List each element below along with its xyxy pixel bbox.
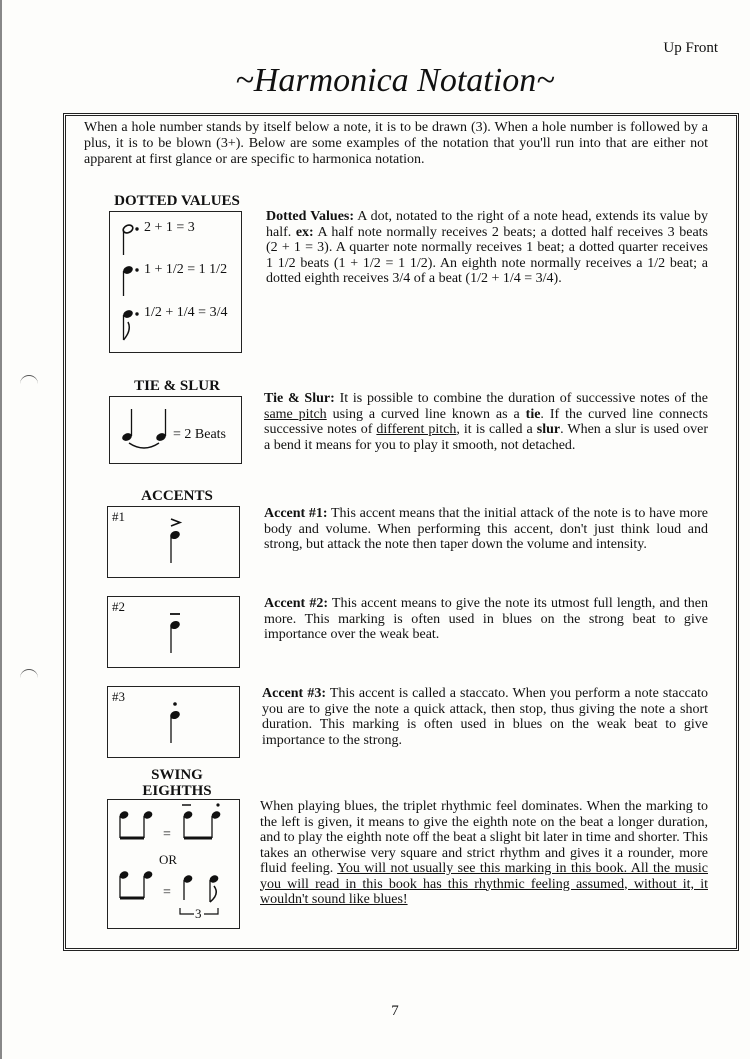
swing-title-line: EIGHTHS xyxy=(142,783,212,799)
swing-equals-sign: = xyxy=(163,827,171,842)
tie-slur-title: TIE & SLUR xyxy=(134,378,220,394)
accent-2-text: This accent means to give the note its utmost full length, and then more. This marking is often used in blues on the strong beat to give importance over the weak beat. xyxy=(264,596,708,642)
swing-eighths-description xyxy=(260,799,708,908)
accent-3-heading: Accent #3: xyxy=(262,686,326,701)
same-pitch-term: same pitch xyxy=(264,406,327,422)
tie-desc-text: . When a slur is used over a bend it means for you to play it smooth, not detached. xyxy=(264,422,709,453)
accent-3-description xyxy=(262,686,708,748)
intro-paragraph: When a hole number stands by itself below a note, it is to be drawn (3). When a hole number is followed by a plus, it is to be blown (3+). Below are some examples of the notation that you'll run into that are either not apparent at first glance or are specific to harmonica notation. xyxy=(84,120,708,167)
accent-2-label: #2 xyxy=(112,599,125,614)
tie-slur-description xyxy=(264,391,708,453)
swing-eighths-title xyxy=(104,767,250,799)
dotted-values-heading: Dotted Values: xyxy=(266,209,355,224)
swing-desc-emphasis: You will not usually see this marking in this book. All the music you will read in this book has this rhythmic feeling assumed, without it, it wouldn't sound like blues! xyxy=(260,861,709,907)
accent-3-label: #3 xyxy=(112,689,125,704)
page-number: 7 xyxy=(391,1003,399,1019)
swing-or-label: OR xyxy=(159,852,178,867)
accent-1-text: This accent means that the initial attack of the note is to have more body and volume. When performing this accent, don't just think loud and strong, but attack the note then taper down the volume and intensity. xyxy=(264,506,708,552)
tie-term: tie xyxy=(525,406,541,422)
dotted-desc-text: A dot, notated to the right of a note head, extends its value by half. xyxy=(266,209,708,240)
tie-desc-text: using a curved line known as a xyxy=(326,406,526,422)
swing-eighths-box xyxy=(107,799,240,929)
running-header: Up Front xyxy=(663,40,718,56)
accents-title: ACCENTS xyxy=(141,488,213,504)
accent-3-text: This accent is called a staccato. When you perform a note staccato you are to give the note a quick attack, then stop, thus giving the note a short duration. This marking is often used in blues on the weak beat to give importance to the strong. xyxy=(262,686,708,748)
swing-equals-sign: = xyxy=(163,885,171,900)
slur-term: slur xyxy=(536,422,561,437)
tie-beats-label: = 2 Beats xyxy=(173,427,226,442)
swing-title-line: SWING xyxy=(151,767,203,783)
swing-desc-text: When playing blues, the triplet rhythmic feel dominates. When the marking to the left is given, it means to give the eighth note on the beat a longer duration, and to play the eighth note off the beat a slight bit later in time and shorter. This takes an otherwise very square and strict rhythm and gives it a rounder, more fluid feeling. xyxy=(260,799,708,876)
tie-desc-text: It is possible to combine the duration of successive notes of the xyxy=(334,391,708,406)
accent-note-icon xyxy=(108,507,239,577)
dotted-half-formula: 2 + 1 = 3 xyxy=(144,220,195,235)
accent-1-label: #1 xyxy=(112,509,125,524)
triplet-number: 3 xyxy=(195,906,202,921)
page-edge-mark xyxy=(20,375,38,384)
tie-slur-heading: Tie & Slur: xyxy=(264,391,335,406)
different-pitch-term: different pitch xyxy=(376,422,457,437)
dotted-desc-text: A half note normally receives 2 beats; a dotted half receives 3 beats (2 + 1 = 3). A quarter note normally receives 1 beat; a dotted quarter receives 1 1/2 beats (1 + 1/2 = 1 1/2). An eighth note normally receives a 1/2 beat; a dotted eighth receives 3/4 of a beat (1/2 + 1/4 = 3/4). xyxy=(266,224,708,286)
dotted-values-box xyxy=(109,211,242,353)
page-title: ~Harmonica Notation~ xyxy=(235,62,555,99)
accent-1-description xyxy=(264,506,708,553)
dotted-values-title: DOTTED VALUES xyxy=(114,193,240,209)
page-edge-line xyxy=(0,0,2,1059)
tenuto-note-icon xyxy=(108,597,239,667)
staccato-note-icon xyxy=(108,687,239,757)
accent-3-box xyxy=(107,686,240,758)
dotted-quarter-formula: 1 + 1/2 = 1 1/2 xyxy=(144,262,228,277)
tie-desc-text: , it is called a xyxy=(456,422,537,437)
dotted-eighth-formula: 1/2 + 1/4 = 3/4 xyxy=(144,305,228,320)
page-edge-mark xyxy=(20,669,38,678)
dotted-values-description xyxy=(266,209,708,287)
accent-2-description xyxy=(264,596,708,643)
accent-2-box xyxy=(107,596,240,668)
accent-2-heading: Accent #2: xyxy=(264,596,329,611)
accent-1-heading: Accent #1: xyxy=(264,506,328,521)
dotted-desc-example: ex: xyxy=(295,224,314,240)
tie-desc-text: . If the curved line connects successive notes of xyxy=(264,406,708,437)
tie-slur-box xyxy=(109,396,242,464)
accent-1-box xyxy=(107,506,240,578)
